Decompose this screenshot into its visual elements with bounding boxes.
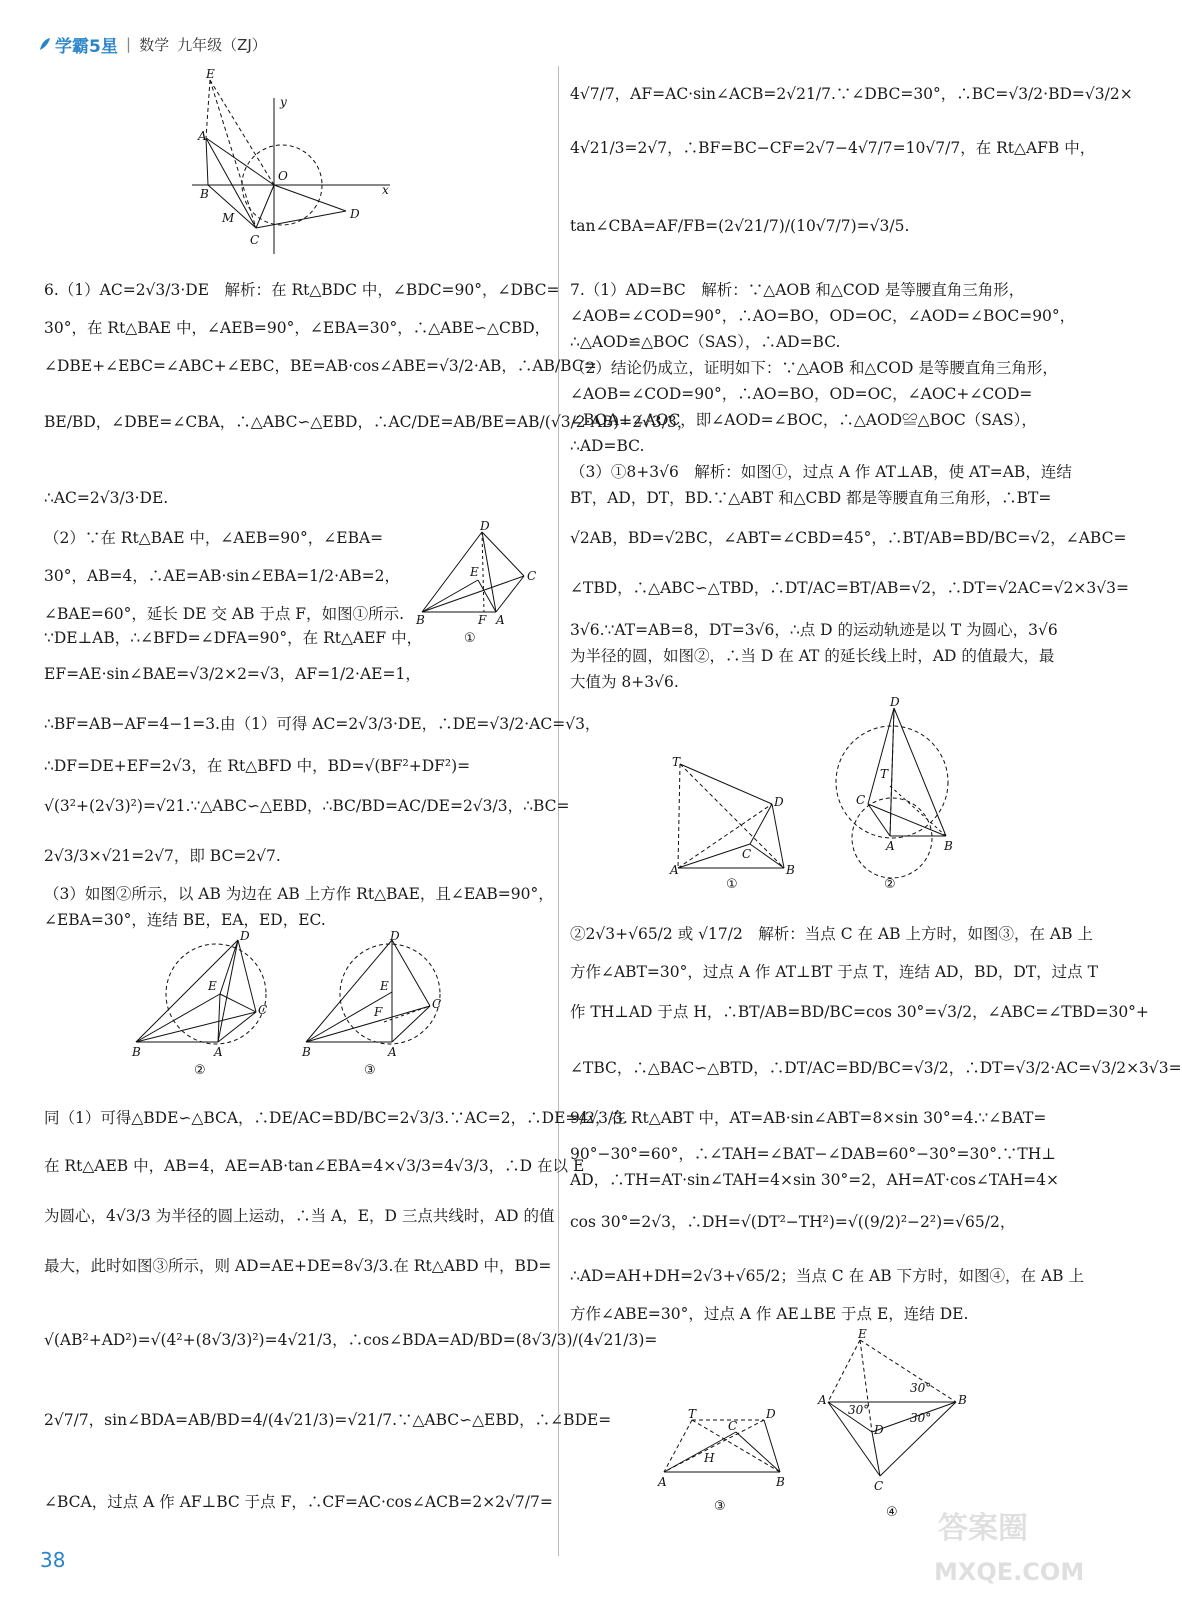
figR4-label-B: B [958, 1393, 967, 1407]
q6-part3-c: 同（1）可得△BDE∽△BCA，∴DE/AC=BD/BC=2√3/3.∵AC=2，∴DE=4√3/3. [44, 1109, 628, 1127]
q6-part2-h: √(3²+(2√3)²)=√21.∵△ABC∽△EBD，∴BC/BD=AC/DE=2√3/3，∴BC= [44, 797, 570, 815]
q7-part1-b: ∠AOB=∠COD=90°，∴AO=BO，OD=OC，∠AOD=∠BOC=90°， [570, 307, 1076, 325]
figR3-label-T: T [688, 1407, 697, 1421]
figR1-label-A: A [670, 863, 679, 877]
header-subject: 数学 [139, 35, 170, 54]
q7-part2-a: （2）结论仍成立，证明如下：∵△AOB 和△COD 是等腰直角三角形， [570, 359, 1058, 377]
figR1-label-C: C [742, 847, 752, 861]
q7-part3-a: （3）①8+3√6 解析：如图①，过点 A 作 AT⊥AB，使 AT=AB，连结 [570, 463, 1072, 481]
q6-part2-c: ∠BAE=60°，延长 DE 交 AB 于点 F，如图①所示. [44, 605, 404, 623]
figL1-label-A: A [496, 613, 505, 627]
q6-part3-g: √(AB²+AD²)=√(4²+(8√3/3)²)=4√21/3，∴cos∠BDA=AD/BD=(8√3/3)/(4√21/3)= [44, 1331, 658, 1349]
figR3-label-H: H [704, 1451, 715, 1465]
figL2-caption: ② [194, 1063, 206, 1078]
figR3-label-D: D [766, 1407, 776, 1421]
figL2-label-E: E [208, 979, 217, 993]
figL3-label-A: A [388, 1045, 397, 1059]
figL3-caption: ③ [364, 1063, 376, 1078]
figR4-angle-top: 30° [910, 1381, 932, 1395]
q7-part3-e: 3√6.∵AT=AB=8，DT=3√6，∴点 D 的运动轨迹是以 T 为圆心，3√6 [570, 621, 1058, 639]
fig1-label-C: C [250, 233, 260, 247]
figL2-label-C: C [258, 1003, 268, 1017]
figure-right-4 [816, 1328, 976, 1528]
figR4-angle-right: 30° [910, 1411, 932, 1425]
q6-cont-line3: tan∠CBA=AF/FB=(2√21/7)/(10√7/7)=√3/5. [570, 217, 910, 235]
q6-part2-d: ∵DE⊥AB，∴∠BFD=∠DFA=90°，在 Rt△AEF 中， [44, 629, 423, 647]
figR3-label-B: B [776, 1475, 785, 1489]
watermark [928, 1500, 1088, 1590]
figR2-caption: ② [884, 877, 896, 892]
figR4-angle-left: 30° [848, 1403, 870, 1417]
figL3-label-B: B [302, 1045, 311, 1059]
figR3-label-A: A [658, 1475, 667, 1489]
q6-line2: 30°，在 Rt△BAE 中，∠AEB=90°，∠EBA=30°，∴△ABE∽△CBD， [44, 319, 551, 337]
figure-right-3 [652, 1400, 792, 1540]
q6-part2-a: （2）∵在 Rt△BAE 中，∠AEB=90°，∠EBA= [44, 529, 384, 547]
fig1-label-M: M [222, 211, 235, 225]
page-number: 38 [40, 1548, 66, 1572]
q6-line5: ∴AC=2√3/3·DE. [44, 489, 169, 507]
figure-right-1 [666, 752, 806, 892]
figure-left-1 [414, 520, 544, 650]
figR3-caption: ③ [714, 1499, 726, 1514]
q6-line3: ∠DBE+∠EBC=∠ABC+∠EBC，BE=AB·cos∠ABE=√3/2·AB，∴AB/BC= [44, 357, 597, 375]
brand-name: 学霸5星 [55, 36, 118, 57]
watermark-text: 答案圈 [938, 1511, 1028, 1546]
figure-coordinate [186, 68, 396, 258]
q6-part3-a: （3）如图②所示，以 AB 为边在 AB 上方作 Rt△BAE，且∠EAB=90°， [44, 885, 554, 903]
q7-part4-b: 方作∠ABT=30°，过点 A 作 AT⊥BT 于点 T，连结 AD，BD，DT，过点 T [570, 963, 1098, 981]
figR2-label-B: B [944, 839, 953, 853]
figR1-caption: ① [726, 877, 738, 892]
q7-part3-b: BT，AD，DT，BD.∵△ABT 和△CBD 都是等腰直角三角形，∴BT= [570, 489, 1052, 507]
figR4-label-E: E [858, 1327, 867, 1341]
fig1-label-A: A [198, 129, 207, 143]
q7-part3-g: 大值为 8+3√6. [570, 673, 679, 691]
q7-part4-c: 作 TH⊥AD 于点 H，∴BT/AB=BD/BC=cos 30°=√3/2，∠ABC=∠TBD=30°+ [570, 1003, 1149, 1021]
q6-part2-e: EF=AE·sin∠BAE=√3/2×2=√3，AF=1/2·AE=1， [44, 665, 421, 683]
q6-line4: BE/BD，∠DBE=∠CBA，∴△ABC∽△EBD，∴AC/DE=AB/BE=AB/(√3/2·AB)=2√3/3， [44, 413, 693, 431]
q7-part4-g: AD，∴TH=AT·sin∠TAH=4×sin 30°=2，AH=AT·cos∠TAH=4× [570, 1171, 1059, 1189]
figR2-label-C: C [856, 793, 866, 807]
figL3-label-F: F [374, 1005, 383, 1019]
q7-part4-a: ②2√3+√65/2 或 √17/2 解析：当点 C 在 AB 上方时，如图③，在 AB 上 [570, 925, 1093, 943]
figR3-label-C: C [728, 1419, 738, 1433]
figL2-label-D: D [240, 929, 250, 943]
page-header [38, 30, 267, 58]
watermark-sub: MXQE.COM [934, 1558, 1085, 1586]
q7-part4-f: 90°−30°=60°，∴∠TAH=∠BAT−∠DAB=60°−30°=30°.∵TH⊥ [570, 1145, 1056, 1163]
q6-part2-i: 2√3/3×√21=2√7，即 BC=2√7. [44, 847, 281, 865]
fig1-label-O: O [278, 169, 288, 183]
figL1-label-E: E [470, 565, 479, 579]
q6-part3-h: 2√7/7，sin∠BDA=AB/BD=4/(4√21/3)=√21/7.∵△ABC∽△EBD，∴∠BDE= [44, 1411, 612, 1429]
figR4-caption: ④ [886, 1505, 898, 1520]
q6-part2-g: ∴DF=DE+EF=2√3，在 Rt△BFD 中，BD=√(BF²+DF²)= [44, 757, 471, 775]
q7-part2-b: ∠AOB=∠COD=90°，∴AO=BO，OD=OC，∠AOC+∠COD= [570, 385, 1033, 403]
figR1-label-D: D [774, 795, 784, 809]
figL1-label-B: B [416, 613, 425, 627]
q7-part3-c: √2AB，BD=√2BC，∠ABT=∠CBD=45°，∴BT/AB=BD/BC=√2，∠ABC= [570, 529, 1127, 547]
q7-part3-d: ∠TBD，∴△ABC∽△TBD，∴DT/AC=BT/AB=√2，∴DT=√2AC=√2×3√3= [570, 579, 1129, 597]
q6-part1-line1: 6.（1）AC=2√3/3·DE 解析：在 Rt△BDC 中，∠BDC=90°，∠DBC= [44, 281, 560, 299]
fig1-label-E: E [206, 67, 215, 81]
q7-part4-j: 方作∠ABE=30°，过点 A 作 AE⊥BE 于点 E，连结 DE. [570, 1305, 969, 1323]
q7-part1-c: ∴△AOD≌△BOC（SAS），∴AD=BC. [570, 333, 841, 351]
header-grade: 九年级（ZJ） [177, 35, 267, 54]
q7-part4-d: ∠TBC，∴△BAC∽△BTD，∴DT/AC=BD/BC=√3/2，∴DT=√3/2·AC=√3/2×3√3= [570, 1059, 1182, 1077]
figL2-label-B: B [132, 1045, 141, 1059]
figure-right-2 [832, 696, 972, 896]
q6-part3-b: ∠EBA=30°，连结 BE，EA，ED，EC. [44, 911, 326, 929]
figR2-label-D: D [890, 695, 900, 709]
figure-left-3 [298, 930, 448, 1080]
figL2-label-A: A [214, 1045, 223, 1059]
figL1-caption: ① [464, 631, 476, 646]
figR4-label-D: D [874, 1423, 884, 1437]
figL3-label-C: C [432, 997, 442, 1011]
q6-part3-e: 为圆心，4√3/3 为半径的圆上运动，∴当 A，E，D 三点共线时，AD 的值 [44, 1207, 555, 1225]
fig1-label-y: y [280, 95, 287, 109]
fig1-label-D: D [350, 207, 360, 221]
q6-part3-f: 最大，此时如图③所示，则 AD=AE+DE=8√3/3.在 Rt△ABD 中，BD= [44, 1257, 552, 1275]
q6-cont-line2: 4√21/3=2√7，∴BF=BC−CF=2√7−4√7/7=10√7/7，在 Rt△AFB 中， [570, 139, 1096, 157]
figL1-label-C: C [527, 569, 537, 583]
figR1-label-T: T [672, 755, 681, 769]
q7-part3-f: 为半径的圆，如图②，∴当 D 在 AT 的延长线上时，AD 的值最大，最 [570, 647, 1055, 665]
figL3-label-E: E [380, 979, 389, 993]
figR2-label-T: T [880, 767, 889, 781]
q6-part2-f: ∴BF=AB−AF=4−1=3.由（1）可得 AC=2√3/3·DE，∴DE=√3/2·AC=√3， [44, 715, 601, 733]
header-separator: | [125, 35, 132, 53]
q6-part3-i: ∠BCA，过点 A 作 AF⊥BC 于点 F，∴CF=AC·cos∠ACB=2×2√7/7= [44, 1493, 553, 1511]
figR4-label-A: A [818, 1393, 827, 1407]
q6-cont-line1: 4√7/7，AF=AC·sin∠ACB=2√21/7.∵∠DBC=30°，∴BC=√3/2·BD=√3/2× [570, 85, 1133, 103]
figure-left-2 [128, 930, 278, 1080]
q7-part4-h: cos 30°=2√3，∴DH=√(DT²−TH²)=√((9/2)²−2²)=√65/2， [570, 1213, 1016, 1231]
fig1-label-B: B [200, 187, 209, 201]
figL1-label-F: F [478, 613, 487, 627]
q7-part2-c: ∠BOA+∠AOC，即∠AOD=∠BOC，∴△AOD≌△BOC（SAS）， [570, 411, 1037, 429]
q6-part2-b: 30°，AB=4，∴AE=AB·sin∠EBA=1/2·AB=2， [44, 567, 400, 585]
figL3-label-D: D [390, 929, 400, 943]
brand-logo [38, 32, 118, 57]
q7-part2-d: ∴AD=BC. [570, 437, 645, 455]
figL1-label-D: D [480, 519, 490, 533]
q6-part3-d: 在 Rt△AEB 中，AB=4，AE=AB·tan∠EBA=4×√3/3=4√3/3，∴D 在以 E [44, 1157, 585, 1175]
figR2-label-A: A [886, 839, 895, 853]
figR1-label-B: B [786, 863, 795, 877]
q7-part1-a: 7.（1）AD=BC 解析：∵△AOB 和△COD 是等腰直角三角形， [570, 281, 1025, 299]
q7-part4-e: 9/2，在 Rt△ABT 中，AT=AB·sin∠ABT=8×sin 30°=4.∵∠BAT= [570, 1109, 1047, 1127]
brand-leaf-icon [38, 36, 52, 52]
q7-part4-i: ∴AD=AH+DH=2√3+√65/2；当点 C 在 AB 下方时，如图④，在 AB 上 [570, 1267, 1084, 1285]
fig1-label-x: x [382, 183, 389, 197]
figR4-label-C: C [874, 1479, 884, 1493]
